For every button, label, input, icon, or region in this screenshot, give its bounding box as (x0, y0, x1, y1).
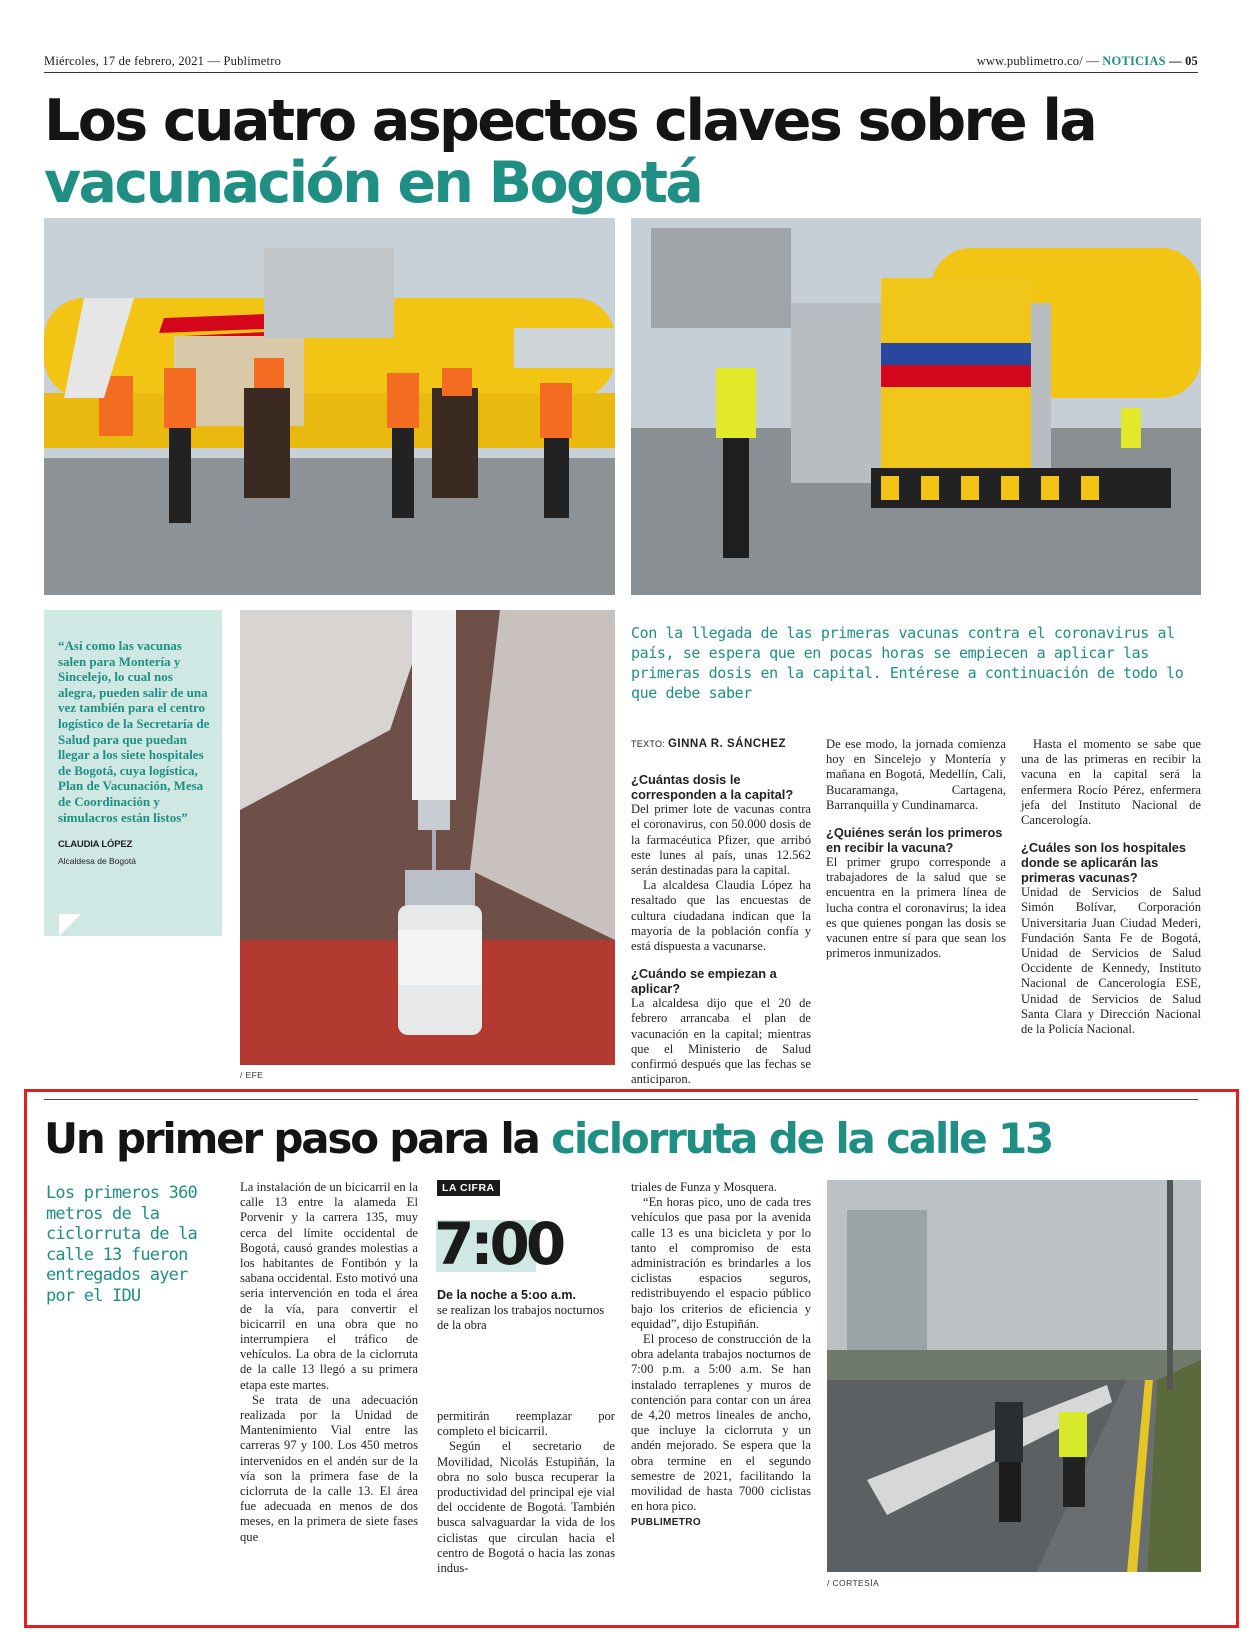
question-heading: ¿Cuáles son los hospitales donde se aplicarán las primeras vacunas? (1021, 840, 1186, 886)
paragraph: La instalación de un bicicarril en la calle 13 entre la alameda El Porvenir y la carrera 135, muy cerca del límite occidental de Bogotá, causó grandes molestias a los habitantes de Fontibón y la sabana occidental. Esto motivó una seria intervención en toda el área de la vía, para convertir el bicicarril en una obra que no interrumpiera el tráfico de vehículos. La obra de la ciclorruta de la calle 13 llegó a su primera etapa este martes. (240, 1180, 419, 1392)
headline2-part1: Un primer paso para la (44, 1114, 539, 1163)
paragraph: Unidad de Servicios de Salud Simón Bolívar, Corporación Universitaria Juan Ciudad Mederi, Fundación Santa Fe de Bogotá, Unidad de Servicios de Salud Occidente de Kennedy, Instituto Nacional de Cancerología ESE, Unidad de Servicios de Salud Santa Clara y Dirección Nacional de la Policía Nacional. (1021, 885, 1201, 1037)
paragraph: La alcaldesa dijo que el 20 de febrero arrancaba el plan de vacunación en la capital; mientras que el Ministerio de Salud confirmó después que las fechas se anticiparon. (631, 996, 811, 1087)
paragraph: Del primer lote de vacunas contra el coronavirus, con 50.000 dosis de la farmacéutica Pfizer, que arribó este lunes al país, unas 12.562 serán destinadas para la capital. (631, 802, 811, 878)
paragraph: Se trata de una adecuación realizada por la Unidad de Mantenimiento Vial entre las carreras 97 y 100. Los 450 metros intervenidos en el andén sur de la vía son la primera fase de la ciclorruta de la calle 13. El área fue adecuada en menos de dos meses, en la primera de siete fases que (240, 1392, 418, 1544)
la-cifra-label: LA CIFRA (437, 1180, 500, 1196)
question-heading: ¿Cuántas dosis le corresponden a la capital? (631, 772, 794, 803)
pull-quote-role: Alcaldesa de Bogotá (58, 856, 136, 867)
header-section: NOTICIAS (1102, 54, 1166, 68)
byline-label: TEXTO: (631, 739, 666, 749)
paragraph: Según el secretario de Movilidad, Nicolás Estupiñán, la obra no solo busca recuperar la productividad del principal eje vial del occidente de Bogotá. También busca salvaguardar la vida de los ciclistas que circulan hacia el centro de Bogotá o hacia las zonas indus- (437, 1439, 615, 1576)
pull-quote-author: CLAUDIA LÓPEZ (58, 839, 133, 851)
header-page-number: — 05 (1169, 54, 1198, 68)
cifra-description: se realizan los trabajos nocturnos de la obra (437, 1303, 605, 1332)
cifra-strong: De la noche a 5:oo a.m. (437, 1288, 576, 1302)
headline-part2: vacunación en Bogotá (44, 150, 702, 216)
quote-notch (59, 914, 81, 936)
paragraph: Hasta el momento se sabe que una de las primeras en recibir la vacuna en la capital será la enfermera Rocío Pérez, enfermera jefa del Instituto Nacional de Cancerología. (1021, 737, 1201, 828)
article-column-1 (631, 737, 811, 1087)
photo-vaccine-syringe (240, 610, 615, 1065)
paragraph: De ese modo, la jornada comienza hoy en Sincelejo y Montería y mañana en Bogotá, Medellín, Cali, Bucaramanga, Cartagena, Barranquilla y Cundinamarca. (826, 737, 1006, 812)
header-right (977, 54, 1198, 69)
article2-lead: Los primeros 360 metros de la ciclorruta de la calle 13 fueron entregados ayer por el IDU (46, 1183, 197, 1306)
photo-credit-cortesia: / CORTESÍA (827, 1578, 880, 1588)
article-lead: Con la llegada de las primeras vacunas contra el coronavirus al país, se espera que en pocas horas se empiecen a aplicar las primeras dosis en la capital. Entérese a continuación de todo lo que debe saber (631, 624, 1184, 702)
paragraph: El proceso de construcción de la obra adelanta trabajos nocturnos de 7:00 p.m. a 5:00 a.m. Se han instalado terraplenes y muros de contención para contar con un área de 4,20 metros lineales de ancho, que incluye la ciclorruta y un andén mejorado. Se espera que la obra termine en el segundo semestre de 2021, facilitando la movilidad de hasta 7000 ciclistas en hora pico. (631, 1332, 811, 1514)
photo-vaccine-cargo (631, 218, 1201, 595)
byline (631, 737, 811, 752)
article-column-2 (826, 737, 1006, 961)
byline-name: GINNA R. SÁNCHEZ (667, 738, 787, 750)
headline-part1: Los cuatro aspectos claves sobre la (44, 88, 1096, 154)
photo-credit-efe: / EFE (240, 1070, 264, 1080)
header-site[interactable]: www.publimetro.co/ — (976, 54, 1099, 68)
main-headline (44, 90, 1204, 214)
pull-quote-text: “Así como las vacunas salen para Montería y Sincelejo, lo cual nos alegra, pueden salir de una vez también para el centro logístico de la Secretaría de Salud para que puedan llegar a los siete hospitales de Bogotá, cuya logística, Plan de Vacunación, Mesa de Coordinación y simulacros están listos” (58, 638, 210, 825)
header-rule (44, 72, 1198, 73)
signature: PUBLIMETRO (631, 1517, 702, 1529)
article2-column-1 (240, 1180, 418, 1545)
paragraph: La alcaldesa Claudia López ha resaltado que las encuestas de cultura ciudadana indican que la mayoría de la población confía y está dispuesta a vacunarse. (631, 878, 811, 954)
photo-cyclists (827, 1180, 1201, 1572)
paragraph: “En horas pico, uno de cada tres vehículos que pasa por la avenida calle 13 es una bicicleta y por lo tanto el compromiso de esta administración es brindarles a los ciclistas espacios seguros, redistribuyendo el espacio público bajo los criterios de eficiencia y equidad”, dijo Estupiñán. (631, 1195, 811, 1331)
question-heading: ¿Quiénes serán los primeros en recibir la vacuna? (826, 825, 1003, 856)
paragraph: triales de Funza y Mosquera. (631, 1180, 777, 1194)
section-rule (44, 1099, 1198, 1100)
pull-quote-box (44, 610, 222, 936)
headline2-part2: ciclorruta de la calle 13 (551, 1114, 1053, 1163)
cifra-number: 7:00 (434, 1210, 563, 1278)
article2-column-3 (631, 1180, 811, 1531)
article-column-3 (1021, 737, 1201, 1037)
second-headline (44, 1115, 1204, 1163)
paragraph: El primer grupo corresponde a trabajadores de la salud que se encuentra en la primera línea de lucha contra el coronavirus; la idea es que quienes pongan las dosis se vacunen entre sí para que sean los primeros inmunizados. (826, 855, 1006, 961)
article2-column-2 (437, 1409, 615, 1576)
question-heading: ¿Cuándo se empiezan a aplicar? (631, 966, 777, 997)
header-date: Miércoles, 17 de febrero, 2021 — Publimetro (44, 54, 282, 68)
paragraph: permitirán reemplazar por completo el bicicarril. (437, 1409, 615, 1439)
photo-press-conference (44, 218, 615, 595)
